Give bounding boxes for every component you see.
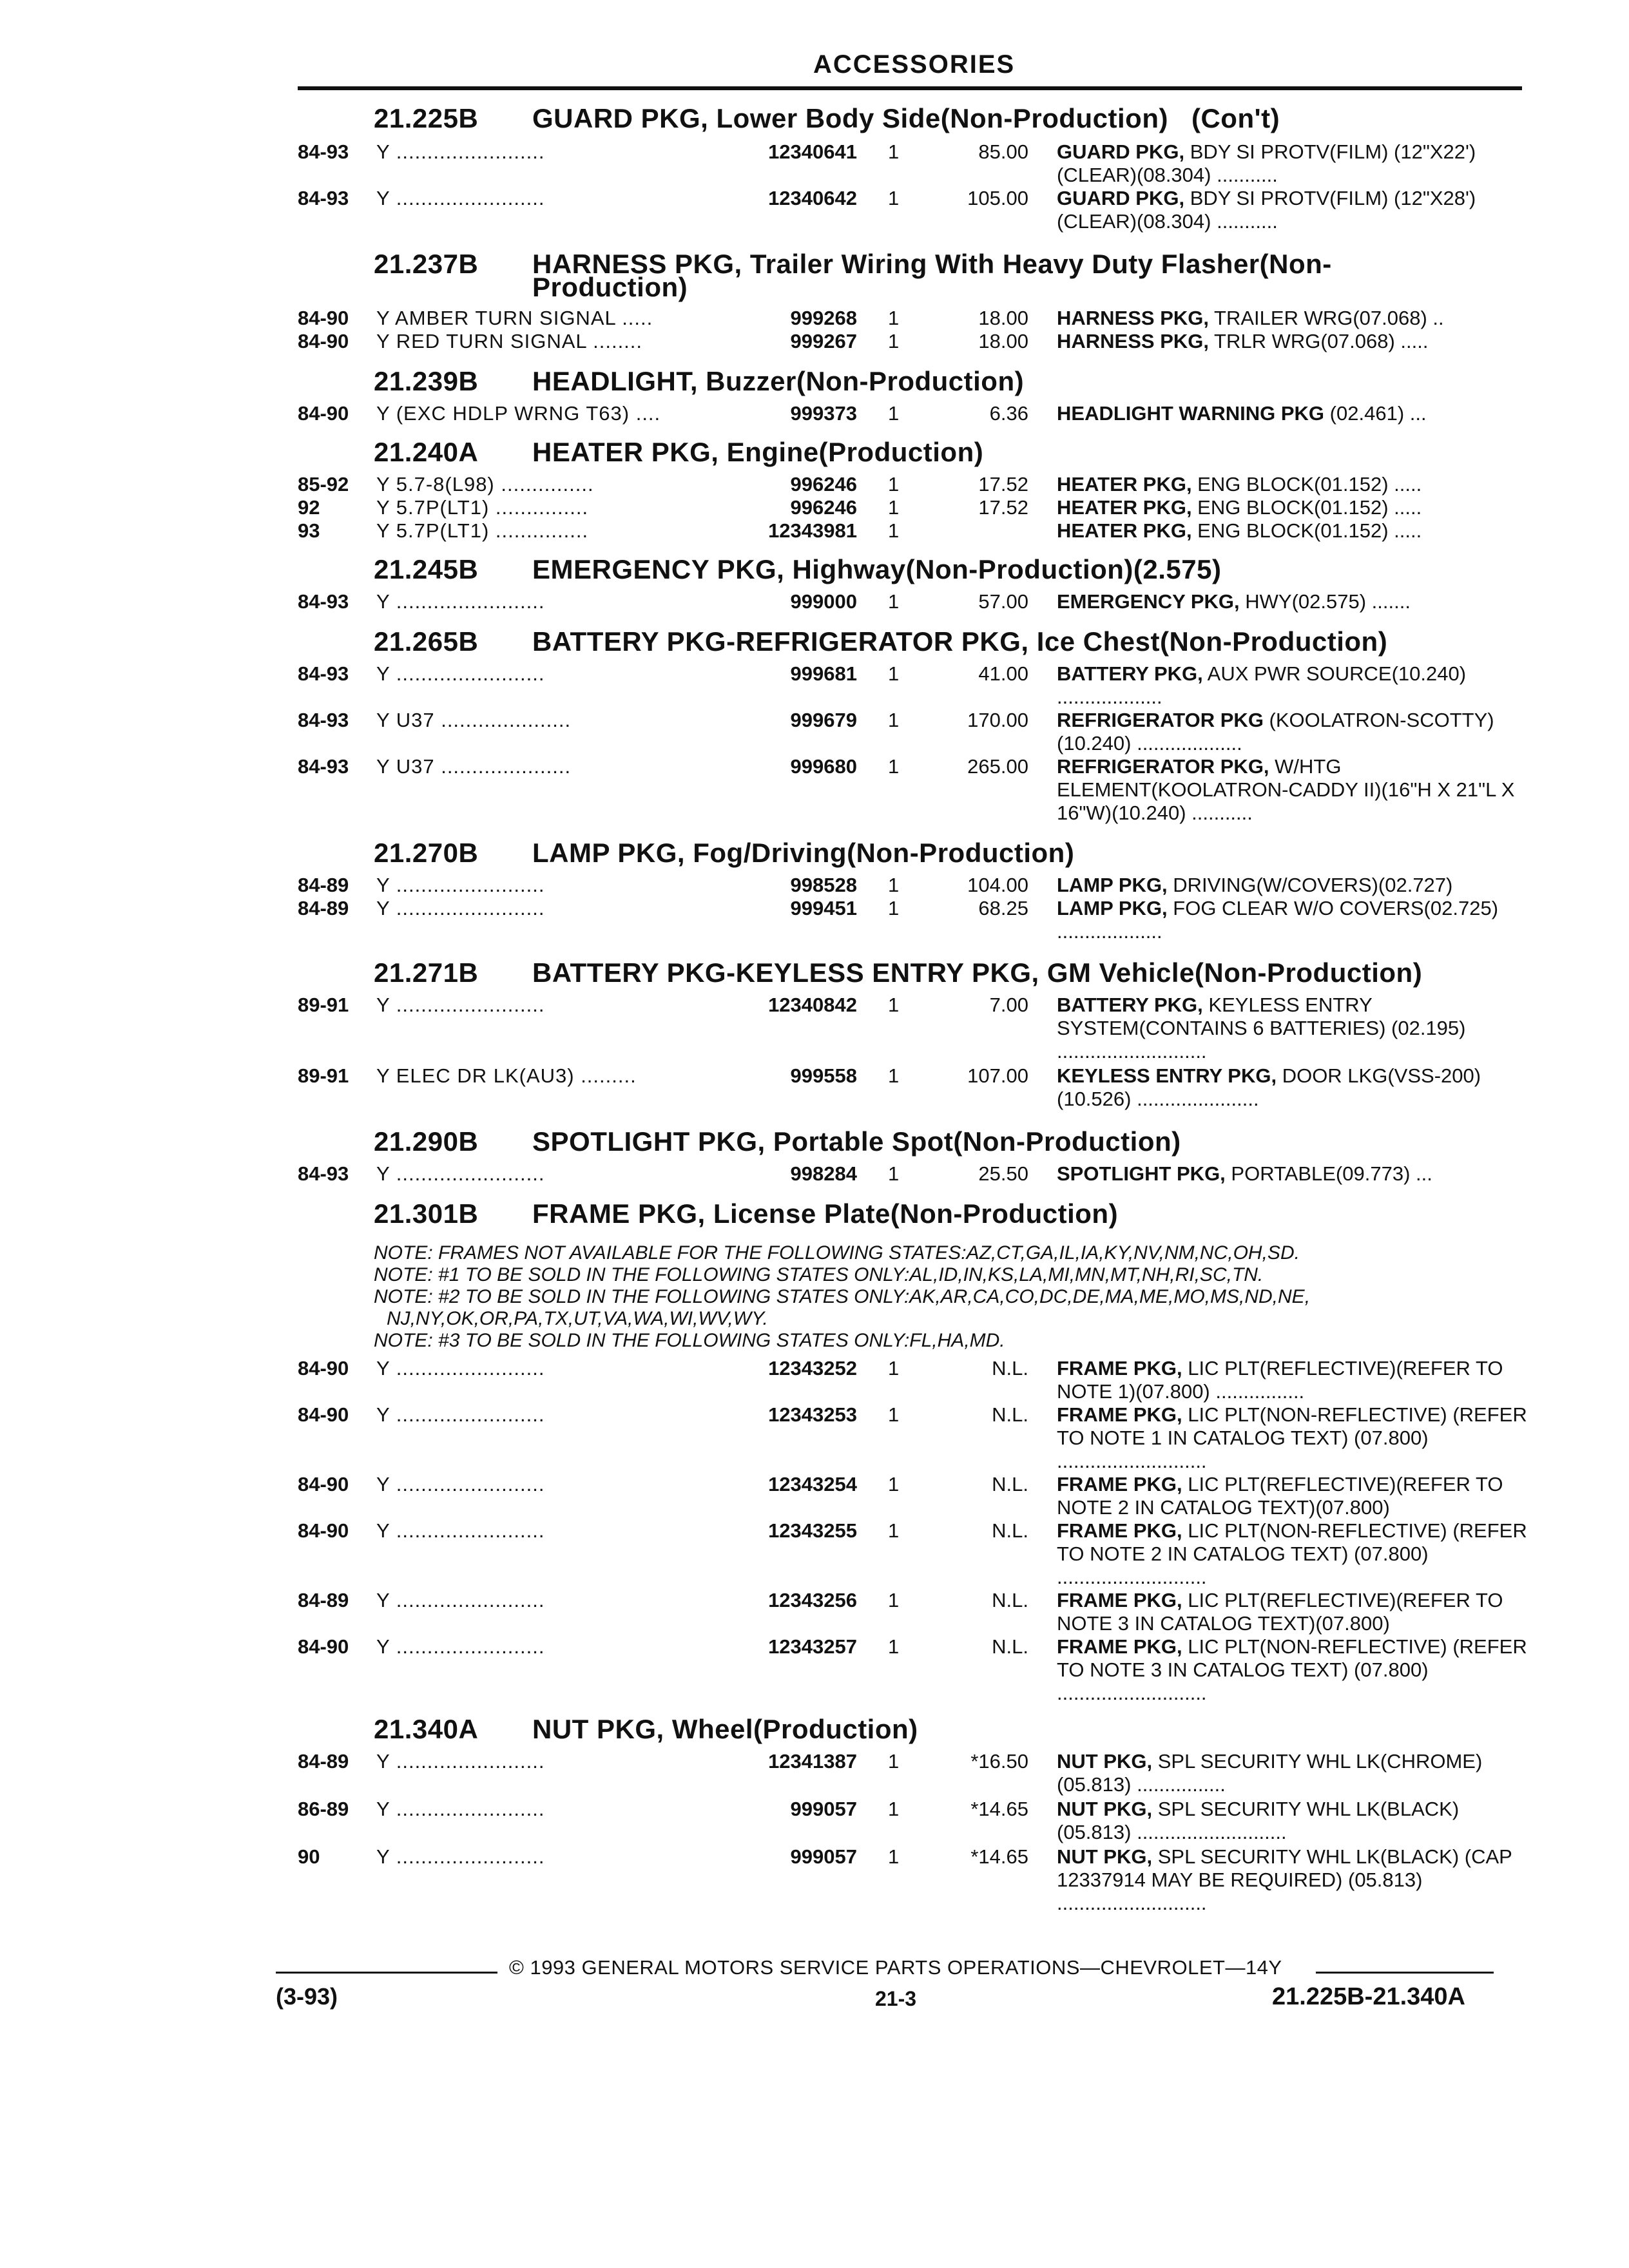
years: 84-93 [298,755,349,778]
years: 89-91 [298,1064,349,1087]
quantity: 1 [888,187,900,209]
part-number: 12340642 [768,187,857,209]
years: 84-90 [298,1403,349,1426]
application: Y ........................ [376,1473,545,1495]
description [1057,519,1527,543]
price: 170.00 [967,709,1028,731]
years: 84-93 [298,662,349,685]
section-name: HEATER PKG, Engine(Production) [532,437,984,467]
description [1057,897,1527,943]
description-detail: BDY SI PROTV(FILM) (12"X28')(CLEAR)(08.304) ........... [1057,187,1476,233]
section-code: 21.290B [374,1126,479,1157]
description-detail: LIC PLT(NON-REFLECTIVE) (REFER TO NOTE 3 IN CATALOG TEXT) (07.800) ........................... [1057,1635,1527,1704]
footer-rule-left [276,1972,497,1974]
description-detail: ENG BLOCK(01.152) ..... [1191,496,1422,519]
section-name-line2: Production) [532,272,688,302]
section-code: 21.225B [374,103,479,133]
quantity: 1 [888,1357,900,1379]
years: 89-91 [298,994,349,1016]
application: Y RED TURN SIGNAL ........ [376,330,643,352]
description-detail: ENG BLOCK(01.152) ..... [1191,473,1422,495]
price: 105.00 [967,187,1028,209]
price: 7.00 [989,994,1028,1016]
application: Y ........................ [376,1403,545,1426]
part-number: 12343255 [768,1519,857,1542]
quantity: 1 [888,402,900,425]
price: 25.50 [978,1162,1028,1185]
description-name: NUT PKG, [1057,1750,1153,1773]
section-code: 21.271B [374,957,479,988]
part-number: 12340842 [768,994,857,1016]
part-number: 999268 [790,307,857,329]
part-number: 12340641 [768,140,857,163]
section-title-continuation [374,272,688,303]
years: 90 [298,1845,320,1868]
quantity: 1 [888,519,900,542]
description-detail: SPL SECURITY WHL LK(BLACK) (CAP 12337914 MAY BE REQUIRED) (05.813) ........................... [1057,1845,1512,1914]
description [1057,1750,1527,1796]
price: 104.00 [967,874,1028,896]
description [1057,1845,1527,1915]
application: Y ........................ [376,187,545,209]
years: 84-90 [298,307,349,329]
application: Y (EXC HDLP WRNG T63) .... [376,402,661,425]
description-detail: W/HTG ELEMENT(KOOLATRON-CADDY II)(16"H X 21"L X 16"W)(10.240) ........... [1057,755,1515,824]
part-number: 996246 [790,496,857,519]
page-header-title: ACCESSORIES [813,50,1016,79]
price: 68.25 [978,897,1028,919]
price: *14.65 [970,1798,1028,1820]
description-name: LAMP PKG, [1057,874,1168,896]
section-code: 21.270B [374,838,479,868]
footer-copyright: © 1993 GENERAL MOTORS SERVICE PARTS OPERATIONS—CHEVROLET—14Y [509,1956,1282,1979]
description [1057,330,1527,353]
years: 84-89 [298,1750,349,1773]
description-name: BATTERY PKG, [1057,994,1203,1016]
price: 265.00 [967,755,1028,778]
description [1057,473,1527,496]
application: Y 5.7-8(L98) ............... [376,473,594,495]
description [1057,402,1527,425]
quantity: 1 [888,473,900,495]
description-detail: (02.461) ... [1324,402,1427,425]
description-detail: AUX PWR SOURCE(10.240) ................... [1057,662,1467,708]
section-title [374,554,1222,585]
description [1057,874,1527,897]
description-name: HARNESS PKG, [1057,330,1209,352]
section-name: BATTERY PKG-REFRIGERATOR PKG, Ice Chest(Non-Production) [532,626,1388,657]
description [1057,1064,1527,1111]
price: 107.00 [967,1064,1028,1087]
section-title [374,1126,1181,1157]
part-number: 999679 [790,709,857,731]
years: 84-89 [298,1589,349,1611]
section-name: HARNESS PKG, Trailer Wiring With Heavy Duty Flasher(Non- [532,249,1332,279]
section-title [374,1198,1118,1229]
description [1057,140,1527,187]
years: 84-93 [298,1162,349,1185]
section-notes [374,1242,1534,1352]
description [1057,1798,1527,1844]
price: N.L. [992,1357,1028,1379]
description-detail: SPL SECURITY WHL LK(CHROME)(05.813) ................ [1057,1750,1483,1796]
section-code: 21.301B [374,1198,479,1229]
application: Y ........................ [376,897,545,919]
quantity: 1 [888,307,900,329]
description-detail: HWY(02.575) ....... [1239,590,1411,613]
application: Y ........................ [376,1845,545,1868]
quantity: 1 [888,1162,900,1185]
section-title [374,437,983,468]
description-name: FRAME PKG, [1057,1473,1182,1495]
description [1057,187,1527,233]
description-name: FRAME PKG, [1057,1403,1182,1426]
application: Y ........................ [376,1589,545,1611]
description-detail: TRLR WRG(07.068) ..... [1208,330,1429,352]
part-number: 996246 [790,473,857,495]
quantity: 1 [888,994,900,1016]
application: Y ........................ [376,1357,545,1379]
price: 6.36 [989,402,1028,425]
section-name: GUARD PKG, Lower Body Side(Non-Production) [532,103,1168,133]
years: 84-89 [298,874,349,896]
application: Y ........................ [376,874,545,896]
description-detail: LIC PLT(NON-REFLECTIVE) (REFER TO NOTE 2 IN CATALOG TEXT) (07.800) ........................... [1057,1519,1527,1588]
part-number: 12343254 [768,1473,857,1495]
footer-date: (3-93) [276,1983,338,2010]
description [1057,1162,1527,1186]
section-title [374,957,1422,988]
quantity: 1 [888,897,900,919]
description-name: REFRIGERATOR PKG [1057,709,1264,731]
description-name: HEATER PKG, [1057,496,1192,519]
section-name: HEADLIGHT, Buzzer(Non-Production) [532,366,1025,396]
description [1057,755,1527,825]
part-number: 999000 [790,590,857,613]
description-name: NUT PKG, [1057,1798,1153,1820]
application: Y ........................ [376,994,545,1016]
description [1057,1357,1527,1403]
description-name: LAMP PKG, [1057,897,1168,919]
description-detail: (KOOLATRON-SCOTTY)(10.240) ................... [1057,709,1494,754]
section-name: NUT PKG, Wheel(Production) [532,1714,918,1744]
description-name: BATTERY PKG, [1057,662,1203,685]
application: Y ........................ [376,1162,545,1185]
description-name: HEATER PKG, [1057,519,1192,542]
description-name: FRAME PKG, [1057,1519,1182,1542]
years: 84-93 [298,140,349,163]
description-name: SPOTLIGHT PKG, [1057,1162,1226,1185]
part-number: 999267 [790,330,857,352]
quantity: 1 [888,1750,900,1773]
description-name: EMERGENCY PKG, [1057,590,1240,613]
section-name: LAMP PKG, Fog/Driving(Non-Production) [532,838,1075,868]
description-name: GUARD PKG, [1057,187,1185,209]
quantity: 1 [888,755,900,778]
quantity: 1 [888,662,900,685]
price: 18.00 [978,307,1028,329]
application: Y U37 ..................... [376,755,572,778]
description-detail: BDY SI PROTV(FILM) (12"X22')(CLEAR)(08.304) ........... [1057,140,1476,186]
footer-page-number: 21-3 [875,1987,917,2010]
description-name: HEADLIGHT WARNING PKG [1057,402,1325,425]
quantity: 1 [888,1519,900,1542]
quantity: 1 [888,140,900,163]
section-continued: (Con't) [1191,103,1280,133]
part-number: 12341387 [768,1750,857,1773]
application: Y ........................ [376,590,545,613]
description [1057,994,1527,1063]
description [1057,1473,1527,1519]
section-code: 21.240A [374,437,479,467]
part-number: 999451 [790,897,857,919]
description-name: NUT PKG, [1057,1845,1153,1868]
application: Y ........................ [376,1798,545,1820]
years: 84-93 [298,187,349,209]
description-name: FRAME PKG, [1057,1635,1182,1658]
quantity: 1 [888,1403,900,1426]
application: Y ........................ [376,1519,545,1542]
description-name: HEATER PKG, [1057,473,1192,495]
description [1057,1635,1527,1705]
price: 41.00 [978,662,1028,685]
price: 18.00 [978,330,1028,352]
price: 85.00 [978,140,1028,163]
years: 84-90 [298,1519,349,1542]
description-name: KEYLESS ENTRY PKG, [1057,1064,1277,1087]
section-title [374,838,1074,869]
part-number: 12343253 [768,1403,857,1426]
description [1057,662,1527,709]
description-detail: SPL SECURITY WHL LK(BLACK) (05.813) ........................... [1057,1798,1460,1843]
price: N.L. [992,1403,1028,1426]
description [1057,590,1527,613]
application: Y ........................ [376,1635,545,1658]
years: 92 [298,496,320,519]
footer-rule-right [1316,1972,1494,1974]
part-number: 12343256 [768,1589,857,1611]
section-code: 21.239B [374,366,479,396]
price: *16.50 [970,1750,1028,1773]
application: Y ........................ [376,1750,545,1773]
years: 84-89 [298,897,349,919]
description-name: GUARD PKG, [1057,140,1185,163]
part-number: 12343252 [768,1357,857,1379]
quantity: 1 [888,1589,900,1611]
section-name: FRAME PKG, License Plate(Non-Production) [532,1198,1119,1229]
quantity: 1 [888,1798,900,1820]
price: *14.65 [970,1845,1028,1868]
quantity: 1 [888,874,900,896]
description [1057,1403,1527,1473]
years: 84-90 [298,1473,349,1495]
years: 85-92 [298,473,349,495]
part-number: 998284 [790,1162,857,1185]
price: N.L. [992,1473,1028,1495]
quantity: 1 [888,1845,900,1868]
description-detail: LIC PLT(REFLECTIVE)(REFER TO NOTE 3 IN CATALOG TEXT)(07.800) [1057,1589,1503,1635]
years: 84-93 [298,590,349,613]
quantity: 1 [888,1064,900,1087]
section-name: SPOTLIGHT PKG, Portable Spot(Non-Production) [532,1126,1181,1157]
application: Y AMBER TURN SIGNAL ..... [376,307,653,329]
note-line: NJ,NY,OK,OR,PA,TX,UT,VA,WA,WI,WV,WY. [387,1308,768,1329]
part-number: 999681 [790,662,857,685]
quantity: 1 [888,1473,900,1495]
description [1057,709,1527,755]
part-number: 999057 [790,1798,857,1820]
quantity: 1 [888,709,900,731]
section-code: 21.265B [374,626,479,657]
years: 84-90 [298,402,349,425]
price: N.L. [992,1519,1028,1542]
price: 17.52 [978,473,1028,495]
years: 84-90 [298,1635,349,1658]
application: Y ........................ [376,140,545,163]
section-name: BATTERY PKG-KEYLESS ENTRY PKG, GM Vehicle(Non-Production) [532,957,1423,988]
note-line: NOTE: FRAMES NOT AVAILABLE FOR THE FOLLOWING STATES:AZ,CT,GA,IL,IA,KY,NV,NM,NC,OH,SD. [374,1242,1300,1264]
section-code: 21.237B [374,249,479,279]
header-rule [298,86,1522,90]
description-detail: PORTABLE(09.773) ... [1225,1162,1432,1185]
years: 84-90 [298,1357,349,1379]
description [1057,1519,1527,1589]
section-title [374,1714,918,1745]
part-number: 999558 [790,1064,857,1087]
price: 57.00 [978,590,1028,613]
section-title [374,626,1387,657]
description-name: FRAME PKG, [1057,1589,1182,1611]
section-code: 21.245B [374,554,479,584]
application: Y U37 ..................... [376,709,572,731]
description-name: REFRIGERATOR PKG, [1057,755,1269,778]
part-number: 12343981 [768,519,857,542]
note-line: NOTE: #3 TO BE SOLD IN THE FOLLOWING STATES ONLY:FL,HA,MD. [374,1330,1005,1351]
quantity: 1 [888,496,900,519]
years: 86-89 [298,1798,349,1820]
description-detail: ENG BLOCK(01.152) ..... [1191,519,1422,542]
description-name: FRAME PKG, [1057,1357,1182,1379]
application: Y 5.7P(LT1) ............... [376,496,589,519]
application: Y 5.7P(LT1) ............... [376,519,589,542]
description-detail: TRAILER WRG(07.068) .. [1208,307,1444,329]
description-detail: FOG CLEAR W/O COVERS(02.725) ................... [1057,897,1499,943]
description-detail: LIC PLT(REFLECTIVE)(REFER TO NOTE 2 IN CATALOG TEXT)(07.800) [1057,1473,1503,1519]
description-detail: LIC PLT(REFLECTIVE)(REFER TO NOTE 1)(07.800) ................ [1057,1357,1503,1403]
years: 84-93 [298,709,349,731]
price: 17.52 [978,496,1028,519]
quantity: 1 [888,330,900,352]
note-line: NOTE: #1 TO BE SOLD IN THE FOLLOWING STATES ONLY:AL,ID,IN,KS,LA,MI,MN,MT,NH,RI,SC,TN. [374,1264,1264,1285]
part-number: 999680 [790,755,857,778]
application: Y ........................ [376,662,545,685]
description [1057,1589,1527,1635]
part-number: 998528 [790,874,857,896]
description [1057,307,1527,330]
quantity: 1 [888,590,900,613]
footer-section-range: 21.225B-21.340A [1272,1983,1465,2010]
part-number: 999373 [790,402,857,425]
description [1057,496,1527,519]
description-detail: KEYLESS ENTRY SYSTEM(CONTAINS 6 BATTERIES) (02.195) ........................... [1057,994,1466,1062]
quantity: 1 [888,1635,900,1658]
price: N.L. [992,1635,1028,1658]
part-number: 12343257 [768,1635,857,1658]
section-name: EMERGENCY PKG, Highway(Non-Production)(2.575) [532,554,1222,584]
note-line: NOTE: #2 TO BE SOLD IN THE FOLLOWING STATES ONLY:AK,AR,CA,CO,DC,DE,MA,ME,MO,MS,ND,NE, [374,1286,1311,1307]
section-title [374,366,1024,397]
description-name: HARNESS PKG, [1057,307,1209,329]
section-title [374,103,1280,134]
description-detail: LIC PLT(NON-REFLECTIVE) (REFER TO NOTE 1 IN CATALOG TEXT) (07.800) ........................... [1057,1403,1527,1472]
section-code: 21.340A [374,1714,479,1744]
application: Y ELEC DR LK(AU3) ......... [376,1064,637,1087]
part-number: 999057 [790,1845,857,1868]
years: 84-90 [298,330,349,352]
years: 93 [298,519,320,542]
description-detail: DRIVING(W/COVERS)(02.727) [1167,874,1453,896]
price: N.L. [992,1589,1028,1611]
description-detail: DOOR LKG(VSS-200)(10.526) ...................... [1057,1064,1481,1110]
